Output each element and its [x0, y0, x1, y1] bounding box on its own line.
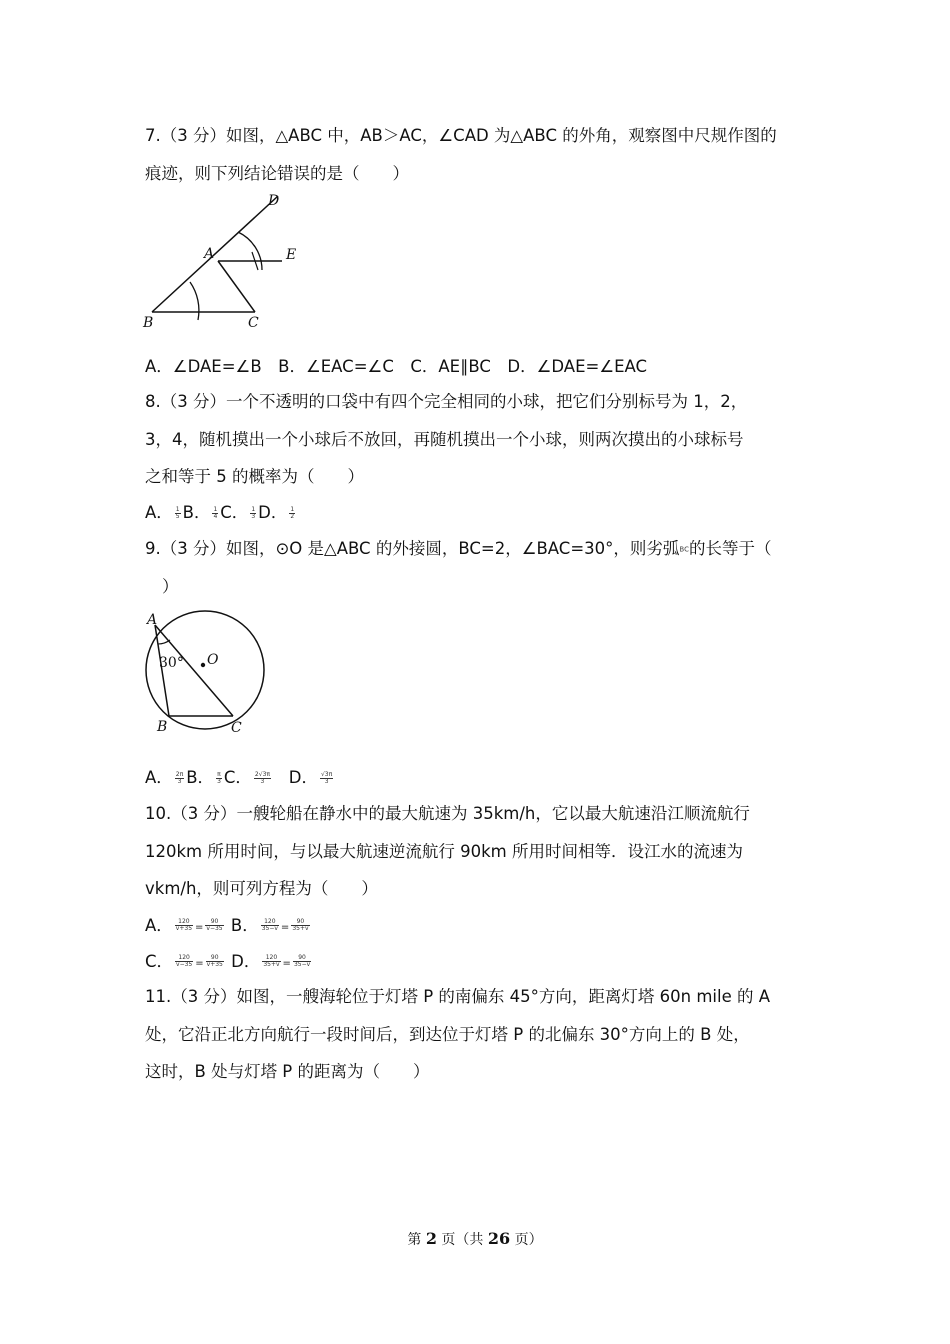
q10-options-cd	[145, 949, 313, 976]
label-a: A	[204, 246, 215, 262]
label-a: A	[147, 612, 158, 628]
label-b: B	[157, 719, 168, 735]
q10-options-ab	[145, 913, 312, 940]
q10-option-c: C．	[145, 952, 174, 971]
q8-option-b: B．	[182, 503, 211, 522]
q9-circle-figure	[140, 608, 270, 738]
q11-line3: 这时，B 处与灯塔 P 的距离为（ ）	[145, 1062, 430, 1081]
q10-line2: 120km 所用时间，与以最大航速逆流航行 90km 所用时间相等．设江水的流速为	[145, 842, 743, 861]
label-b: B	[143, 315, 154, 331]
q8-line1: 8.（3 分）一个不透明的口袋中有四个完全相同的小球，把它们分别标号为 1，2，	[145, 392, 748, 411]
arc-b	[190, 282, 199, 320]
q9-frac-a: $\frac{2\pi}{3}$	[175, 771, 184, 785]
page-footer: 第 2 页（共 26 页）	[407, 1229, 543, 1248]
q9-line1-text: 9.（3 分）如图，⊙O 是△ABC 的外接圆，BC=2，∠BAC=30°，则劣弧	[145, 539, 680, 558]
q9-options	[145, 766, 335, 790]
q7-options: A．∠DAE=∠B B．∠EAC=∠C C．AE∥BC D．∠DAE=∠EAC	[145, 357, 648, 376]
label-d: D	[268, 193, 280, 209]
q10-line3: vkm/h，则可列方程为（ ）	[145, 879, 378, 898]
q10-equation-c: $\frac{120}{v-35}$ = $\frac{90}{v+35}$	[176, 954, 223, 969]
center-dot	[201, 663, 205, 667]
q10-option-a: A．	[145, 916, 173, 935]
q9-line2: ）	[162, 577, 179, 596]
angle-arc	[158, 640, 170, 644]
q7-line1: 7.（3 分）如图，△ABC 中，AB＞AC，∠CAD 为△ABC 的外角，观察图中尺规作图的	[145, 126, 777, 145]
q8-line2: 3，4，随机摸出一个小球后不放回，再随机摸出一个小球，则两次摸出的小球标号	[145, 430, 744, 449]
q8-frac-c: $\frac{1}{3}$	[251, 506, 256, 520]
arc-a	[238, 232, 262, 270]
q7-line2: 痕迹，则下列结论错误的是（ ）	[145, 164, 409, 183]
q8-option-c: C．	[220, 503, 249, 522]
q10-equation-d: $\frac{120}{35+v}$ = $\frac{90}{35-v}$	[263, 954, 311, 969]
total-pages: 26	[487, 1229, 511, 1248]
q8-frac-a: $\frac{1}{5}$	[175, 506, 180, 520]
label-e: E	[286, 247, 297, 263]
label-angle: 30°	[159, 655, 184, 671]
q8-frac-b: $\frac{1}{4}$	[213, 506, 218, 520]
q9-option-d: D．	[288, 768, 318, 787]
label-o: O	[207, 652, 219, 668]
q11-line2: 处，它沿正北方向航行一段时间后，到达位于灯塔 P 的北偏东 30°方向上的 B 处，	[145, 1025, 750, 1044]
q9-frac-b: $\frac{\pi}{3}$	[217, 771, 221, 785]
current-page-number: 2	[425, 1229, 437, 1248]
q10-equation-b: $\frac{120}{35-v}$ = $\frac{90}{35+v}$	[261, 918, 309, 933]
q9-frac-d: $\frac{√3\pi}{3}$	[320, 771, 333, 785]
q8-option-a: A．	[145, 503, 173, 522]
q9-option-c: C．	[223, 768, 252, 787]
q10-equation-a: $\frac{120}{v+35}$ = $\frac{90}{v-35}$	[175, 918, 223, 933]
q9-arc-label: BC	[679, 545, 689, 554]
q11-line1: 11.（3 分）如图，一艘海轮位于灯塔 P 的南偏东 45°方向，距离灯塔 60n mile 的 A	[145, 987, 771, 1006]
q8-options	[145, 501, 297, 525]
label-c: C	[231, 720, 242, 736]
q8-line3: 之和等于 5 的概率为（ ）	[145, 467, 364, 486]
q9-option-b: B．	[186, 768, 215, 787]
q10-option-b: B．	[230, 916, 259, 935]
q9-line1-end: 的长等于（	[688, 539, 772, 558]
q8-option-d: D．	[258, 503, 288, 522]
q9-frac-c: $\frac{2√3\pi}{3}$	[254, 771, 270, 785]
q9-option-a: A．	[145, 768, 173, 787]
q10-line1: 10.（3 分）一艘轮船在静水中的最大航速为 35km/h，它以最大航速沿江顺流航行	[145, 804, 750, 823]
q8-frac-d: $\frac{1}{2}$	[290, 506, 295, 520]
line-ac	[218, 261, 255, 312]
q10-option-d: D．	[231, 952, 261, 971]
label-c: C	[248, 315, 259, 331]
q7-triangle-figure	[140, 190, 310, 335]
q9-line1	[145, 537, 771, 562]
